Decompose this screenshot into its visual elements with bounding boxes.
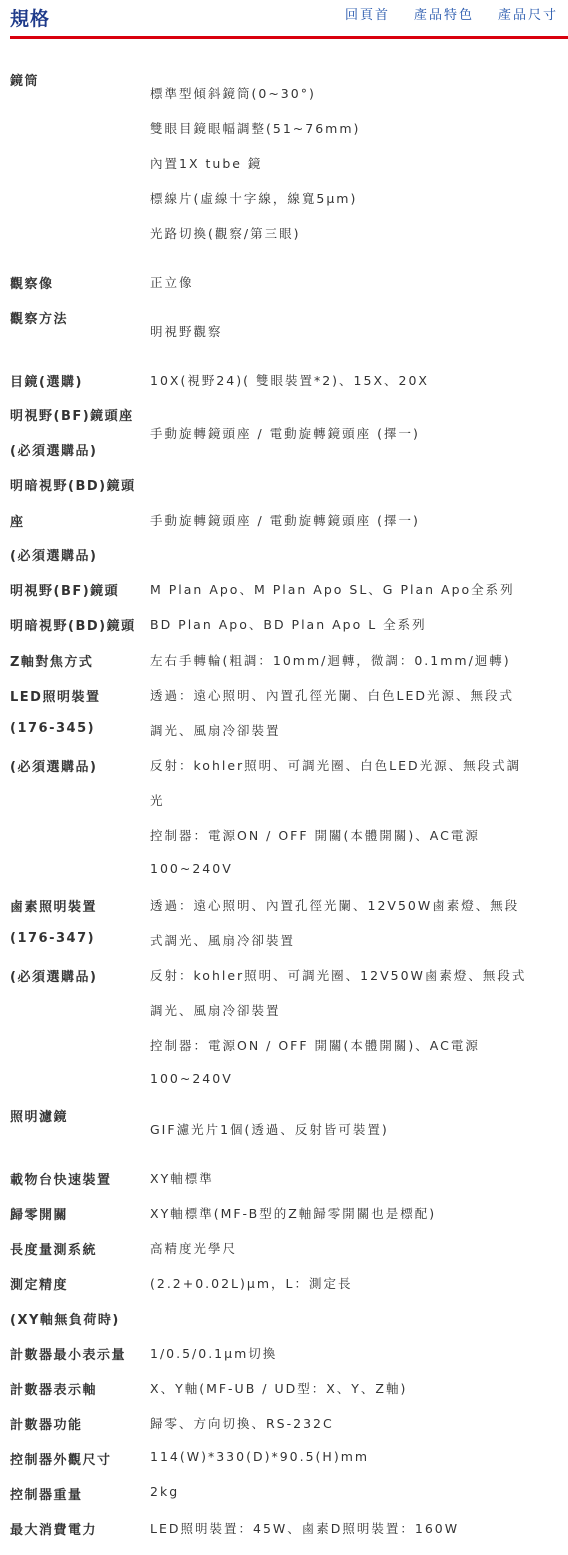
spec-value: 控制器：電源ON / OFF 開關(本體開關)、AC電源 [150, 1038, 480, 1053]
spec-value: 標線片(虛線十字線，線寬5µm) [150, 191, 358, 206]
spec-value: 10X(視野24)( 雙眼裝置*2)、15X、20X [150, 373, 429, 388]
spec-label: (必須選購品) [10, 444, 98, 459]
spec-value: LED照明裝置：45W、鹵素D照明裝置：160W [150, 1521, 460, 1536]
nav-link-back-to-top[interactable]: 回頁首 [344, 8, 390, 23]
spec-value: 調光、風扇冷卻裝置 [150, 1003, 281, 1018]
spec-value: BD Plan Apo、BD Plan Apo L 全系列 [150, 617, 427, 632]
spec-value: XY軸標準(MF-B型的Z軸歸零開關也是標配) [150, 1206, 437, 1221]
spec-label: 明視野(BF)鏡頭座 [10, 409, 134, 424]
spec-value: 雙眼目鏡眼幅調整(51~76mm) [150, 121, 361, 136]
spec-label: 控制器重量 [10, 1488, 83, 1503]
spec-value: 明視野觀察 [150, 324, 223, 339]
spec-label: (必須選購品) [10, 970, 98, 985]
spec-label: 鹵素照明裝置 [10, 900, 98, 915]
spec-label: (必須選購品) [10, 760, 98, 775]
spec-value: 100~240V [150, 1071, 233, 1086]
spec-value: (2.2+0.02L)µm，L：測定長 [150, 1276, 353, 1291]
spec-label: 長度量測系統 [10, 1243, 98, 1258]
spec-label: 明暗視野(BD)鏡頭 [10, 619, 136, 634]
spec-label: 測定精度 [10, 1278, 69, 1293]
spec-value: 光路切換(觀察/第三眼) [150, 226, 301, 241]
spec-label: 計數器最小表示量 [10, 1348, 127, 1363]
spec-label: Z軸對焦方式 [10, 655, 94, 670]
spec-label: LED照明裝置 [10, 690, 101, 705]
spec-label: 觀察像 [10, 277, 54, 292]
spec-value: 反射：kohler照明、可調光圈、12V50W鹵素燈、無段式 [150, 968, 527, 983]
spec-value: X、Y軸(MF-UB / UD型：X、Y、Z軸) [150, 1381, 408, 1396]
spec-label: 歸零開關 [10, 1208, 69, 1223]
spec-value: 2kg [150, 1484, 180, 1499]
spec-value: GIF濾光片1個(透過、反射皆可裝置) [150, 1122, 389, 1137]
spec-value: XY軸標準 [150, 1171, 214, 1186]
spec-value: 114(W)*330(D)*90.5(H)mm [150, 1449, 370, 1464]
spec-value: 式調光、風扇冷卻裝置 [150, 933, 296, 948]
spec-label: (必須選購品) [10, 549, 98, 564]
spec-label: 最大消費電力 [10, 1523, 98, 1538]
spec-value: 手動旋轉鏡頭座 / 電動旋轉鏡頭座 (擇一) [150, 513, 420, 528]
spec-label: (XY軸無負荷時) [10, 1313, 120, 1328]
spec-label: (176-345) [10, 721, 96, 736]
spec-label: 計數器表示軸 [10, 1383, 98, 1398]
spec-value: 光 [150, 793, 165, 808]
nav-link-product-features[interactable]: 產品特色 [413, 8, 474, 23]
spec-value: 正立像 [150, 275, 194, 290]
spec-value: 透過：遠心照明、內置孔徑光闌、12V50W鹵素燈、無段 [150, 898, 520, 913]
spec-value: 歸零、方向切換、RS-232C [150, 1416, 334, 1431]
spec-value: 透過：遠心照明、內置孔徑光闌、白色LED光源、無段式 [150, 688, 514, 703]
spec-value: 控制器：電源ON / OFF 開關(本體開關)、AC電源 [150, 828, 480, 843]
spec-value: 反射：kohler照明、可調光圈、白色LED光源、無段式調 [150, 758, 522, 773]
spec-label: 控制器外觀尺寸 [10, 1453, 112, 1468]
spec-value: 手動旋轉鏡頭座 / 電動旋轉鏡頭座 (擇一) [150, 426, 420, 441]
spec-label: 明視野(BF)鏡頭 [10, 584, 120, 599]
spec-label: 照明濾鏡 [10, 1110, 69, 1125]
spec-value: 調光、風扇冷卻裝置 [150, 723, 281, 738]
spec-value: M Plan Apo、M Plan Apo SL、G Plan Apo全系列 [150, 582, 515, 597]
nav-link-product-dimensions[interactable]: 產品尺寸 [497, 8, 558, 23]
spec-label: 鏡筒 [10, 74, 40, 89]
spec-label: 明暗視野(BD)鏡頭 [10, 479, 136, 494]
spec-value: 1/0.5/0.1µm切換 [150, 1346, 278, 1361]
spec-value: 高精度光學尺 [150, 1241, 238, 1256]
spec-label: 座 [10, 515, 25, 530]
spec-value: 標準型傾斜鏡筒(0~30°) [150, 86, 316, 101]
spec-label: 載物台快速裝置 [10, 1173, 112, 1188]
spec-value: 100~240V [150, 861, 233, 876]
spec-value: 內置1X tube 鏡 [150, 156, 263, 171]
spec-label: (176-347) [10, 931, 96, 946]
spec-label: 計數器功能 [10, 1418, 83, 1433]
page-title: 規格 [10, 8, 51, 30]
spec-label: 觀察方法 [10, 312, 69, 327]
spec-label: 目鏡(選購) [10, 375, 83, 390]
spec-value: 左右手轉輪(粗調：10mm/迴轉，微調：0.1mm/迴轉) [150, 653, 511, 668]
